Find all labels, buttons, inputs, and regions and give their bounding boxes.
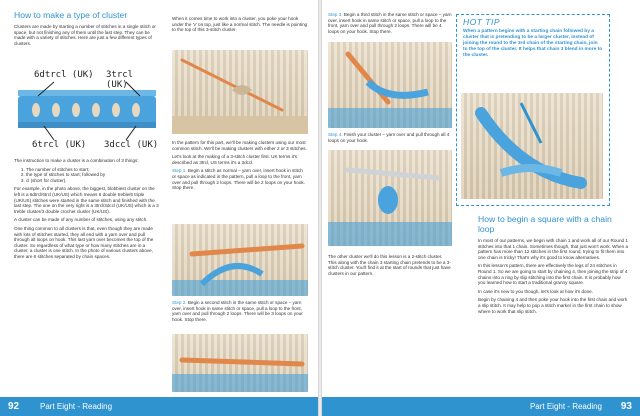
paragraph: Let's look at the making of a 3-stitch cluster first. UK terms it's described as 3trcl, US terms it's a 3dccl. bbox=[172, 154, 298, 165]
footer-section-right: Part Eight - Reading bbox=[529, 402, 602, 411]
hot-tip-illustration bbox=[461, 93, 603, 199]
step-2-illustration bbox=[172, 334, 308, 392]
cluster-top-photo bbox=[172, 50, 308, 134]
step-2-block bbox=[172, 300, 308, 325]
instruction-intro: The instruction to make a cluster is a combination of 3 things: bbox=[14, 158, 139, 163]
step-2-photo bbox=[172, 334, 308, 392]
step-1 bbox=[172, 168, 308, 190]
hot-tip-text: When a pattern begins with a starting chain followed by a cluster that is pretending to be a larger cluster, instead of joining the round to the 3rd chain of the starting chain, join to the top of the cluster. It helps that chain 3 blend in more to the cluster. bbox=[463, 29, 603, 58]
label-3dccl: 3dccl (UK) bbox=[104, 140, 159, 150]
paragraph: In this lesson's pattern, there are effectively the legs of 24 stitches in Round 1. So we are going to start by chaining 4, then joining the strip of 4 chains into a ring by slip stitching into the first chain. It is probably how you learned how to start a traditional granny square. bbox=[478, 263, 628, 286]
step-1-photo bbox=[172, 224, 308, 296]
step-3-illustration bbox=[328, 42, 452, 128]
step-4-note-block bbox=[328, 254, 452, 279]
instruction-list bbox=[14, 167, 160, 184]
step-1-label: Step 1. bbox=[172, 168, 187, 174]
left-page bbox=[0, 0, 318, 398]
section-heading: How to begin a square with a chain loop bbox=[478, 214, 612, 234]
step-4-text: Finish your cluster – yarn over and pull through all 4 loops on your hook. bbox=[328, 132, 450, 143]
step-3 bbox=[328, 12, 452, 34]
list-item: 3. cl (short for cluster). bbox=[26, 178, 160, 184]
col2-intro: When it comes time to work into a cluster, you poke your hook under the 'v' on top, just like a normal stitch. The needle is pointing to the top of this 3-stitch cluster. bbox=[172, 16, 308, 33]
step-4-block bbox=[328, 132, 452, 146]
hot-tip-box bbox=[456, 14, 610, 206]
paragraph: In case it's new to you though, let's look at how it's done. bbox=[478, 288, 593, 294]
left-column-1 bbox=[14, 10, 160, 49]
left-column-2 bbox=[172, 16, 308, 36]
intro-text: Clusters are made by starting a number of stitches in a single stitch or space, but not finishing any of them until the last step. They can be made with a variety of stitches. Here are just a few different types of clusters. bbox=[14, 24, 156, 46]
step-3-block bbox=[328, 12, 452, 37]
page-heading: How to make a type of cluster bbox=[14, 10, 128, 20]
step-1-text: Begin a stitch as normal – yarn over, insert hook in stitch or space as indicated in the pattern, pull a loop to the front, yarn over and pull through 2 loops. There will be 2 loops on your hook. Stop there. bbox=[172, 168, 305, 191]
label-6trcl: 6trcl (UK) bbox=[32, 140, 87, 150]
paragraph: Begin by chaining 4 and then poke your hook into the first chain and work a slip stitch. It may help to pop a stitch marker in the first chain to show where to work that slip stitch. bbox=[478, 297, 628, 314]
paragraph: For example, in the photo above, the biggest, blobbiest cluster on the left is a 6dtrcl/6trcl (UK/US) which means 6 double treble/6 triple (UK/US) stitches were started in the same stitch and finished with the last step. The one on the very right is a 3trcl/3dccl (UK/US) which is a 3 treble cluster/3 double crochet cluster (UK/US). bbox=[14, 186, 159, 214]
step-1-illustration bbox=[172, 224, 308, 296]
label-3trcl: 3trcl (UK) bbox=[106, 70, 134, 90]
step-4 bbox=[328, 132, 452, 143]
step-2-label: Step 2. bbox=[172, 300, 187, 305]
left-footer bbox=[0, 397, 318, 416]
list-item: 2. the type of stitches to start; followed by bbox=[26, 172, 160, 178]
paragraph: In most of our patterns, we begin with chain 1 and work all of our Round 1 stitches into that 1 chain. Sometimes though, that just won't work. When a pattern has more than 12 stitches in the first round, trying to fit them into one chain is tricky! That's why it's good to know alternatives. bbox=[478, 238, 628, 260]
step-3-label: Step 3. bbox=[328, 12, 343, 17]
step-3-photo bbox=[328, 42, 452, 128]
left-column-2-body bbox=[172, 140, 308, 194]
paragraph: One thing common to all clusters is that, even though they are made with lots of stitches started, they all end with a yarn over and pull through all loops on hook. This last yarn over becomes the top of the cluster. So regardless of what type or how many stitches are in a cluster, a cluster is one stitch. In the photo of various clusters above, there are 6 stitches separated by chain spaces. bbox=[14, 225, 154, 259]
step-4-label: Step 4. bbox=[328, 132, 343, 137]
needle-cluster-illustration bbox=[172, 50, 308, 134]
step-4-photo bbox=[328, 150, 452, 246]
step-3-text: Begin a third stitch in the same stitch or space – yarn over, insert hook in same stitch or space, pull a loop to the front, yarn over and pull through 2 loops. There will be 4 loops on your hook. Stop there. bbox=[328, 12, 452, 34]
step-2-text: Begin a second stitch in the same stitch or space – yarn over, insert hook in same stitch or space, pull a loop to the front, yarn over and pull through 2 loops. There will be 3 loops on your hook. Stop there. bbox=[172, 300, 303, 322]
page-number-right: 93 bbox=[620, 401, 632, 412]
step-2 bbox=[172, 300, 308, 322]
paragraph: A cluster can be made of any number of stitches, using any stitch. bbox=[14, 217, 148, 223]
footer-section-left: Part Eight - Reading bbox=[40, 402, 113, 411]
chain-loop-section bbox=[478, 214, 628, 317]
label-6dtrcl: 6dtrcl (UK) bbox=[34, 70, 94, 80]
step-4-illustration bbox=[328, 150, 452, 246]
right-footer bbox=[322, 397, 640, 416]
page-number-left: 92 bbox=[8, 401, 20, 412]
cluster-types-photo bbox=[14, 66, 160, 154]
left-column-1-body bbox=[14, 158, 160, 263]
paragraph: In the pattern for this part, we'll be making clusters using our most common stitch. We'll be making clusters with either 2 or 3 stitches. bbox=[172, 140, 307, 151]
hot-tip-title: HOT TIP bbox=[463, 17, 501, 27]
step-4-note: The other cluster we'll do this lesson is a 2-stitch cluster. This along with the chain 3 starting chain pretends to be a 3-stitch cluster. You'll find it at the start of rounds that just have clusters in our pattern. bbox=[328, 254, 451, 276]
list-item: 1. The number of stitches to start; bbox=[26, 167, 160, 173]
hot-tip-photo bbox=[461, 93, 603, 199]
